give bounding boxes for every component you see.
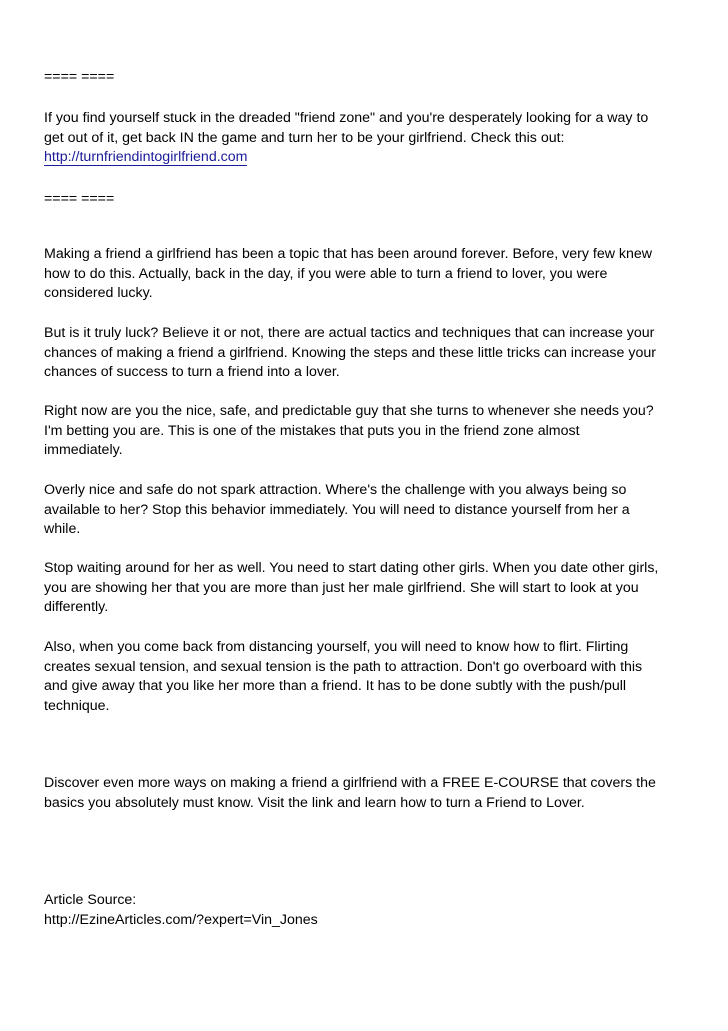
article-paragraph-2 <box>44 324 656 383</box>
source-label: Article Source: <box>44 892 137 908</box>
paragraph-line: Making a friend a girlfriend has been a topic that has been around forever. Before, very few knew <box>44 246 653 262</box>
paragraph-line: how to do this. Actually, back in the day, if you were able to turn a friend to lover, you were <box>44 265 608 282</box>
separator-bottom: ==== ==== <box>44 191 115 207</box>
article-source <box>44 891 318 930</box>
article-paragraph-1 <box>44 245 652 304</box>
article-paragraph-6 <box>44 638 642 716</box>
paragraph-line: while. <box>44 521 81 537</box>
paragraph-line: I'm betting you are. This is one of the mistakes that puts you in the friend zone almost <box>44 422 580 439</box>
paragraph-line: you are showing her that you are more than just her male girlfriend. She will start to look at you <box>44 579 639 596</box>
paragraph-line: Overly nice and safe do not spark attraction. Where's the challenge with you always being so <box>44 482 627 498</box>
paragraph-line: differently. <box>44 599 109 615</box>
intro-line: If you find yourself stuck in the dreaded "friend zone" and you're desperately looking for a way to <box>44 110 649 126</box>
intro-line: get out of it, get back IN the game and turn her to be your girlfriend. Check this out: <box>44 129 565 146</box>
paragraph-line: Discover even more ways on making a friend a girlfriend with a FREE E-COURSE that covers the <box>44 775 656 791</box>
paragraph-line: Stop waiting around for her as well. You need to start dating other girls. When you date other girls, <box>44 560 659 576</box>
paragraph-line: creates sexual tension, and sexual tension is the path to attraction. Don't go overboard with this <box>44 658 643 675</box>
paragraph-line: But is it truly luck? Believe it or not, there are actual tactics and techniques that can increase your <box>44 325 655 341</box>
source-url: http://EzineArticles.com/?expert=Vin_Jones <box>44 911 318 928</box>
closing-paragraph <box>44 774 656 813</box>
paragraph-line: Right now are you the nice, safe, and predictable guy that she turns to whenever she needs you? <box>44 403 654 419</box>
paragraph-line: chances of success to turn a friend into a lover. <box>44 364 340 380</box>
paragraph-line: basics you absolutely must know. Visit the link and learn how to turn a Friend to Lover. <box>44 794 585 811</box>
intro-block <box>44 109 648 168</box>
paragraph-line: chances of making a friend a girlfriend. Knowing the steps and these little tricks can increase your <box>44 344 656 361</box>
intro-link[interactable]: http://turnfriendintogirlfriend.com <box>44 149 248 165</box>
paragraph-line: considered lucky. <box>44 285 153 301</box>
paragraph-line: Also, when you come back from distancing yourself, you will need to know how to flirt. Flirting <box>44 639 629 655</box>
article-paragraph-4 <box>44 481 630 540</box>
article-paragraph-3 <box>44 402 654 461</box>
paragraph-line: and give away that you like her more than a friend. It has to be done subtly with the push/pull <box>44 678 627 694</box>
paragraph-line: available to her? Stop this behavior immediately. You will need to distance yourself from her a <box>44 501 630 518</box>
intro-link-line <box>44 148 648 168</box>
paragraph-line: technique. <box>44 697 110 714</box>
separator-top: ==== ==== <box>44 69 115 85</box>
paragraph-line: immediately. <box>44 442 123 458</box>
article-paragraph-5 <box>44 559 658 618</box>
